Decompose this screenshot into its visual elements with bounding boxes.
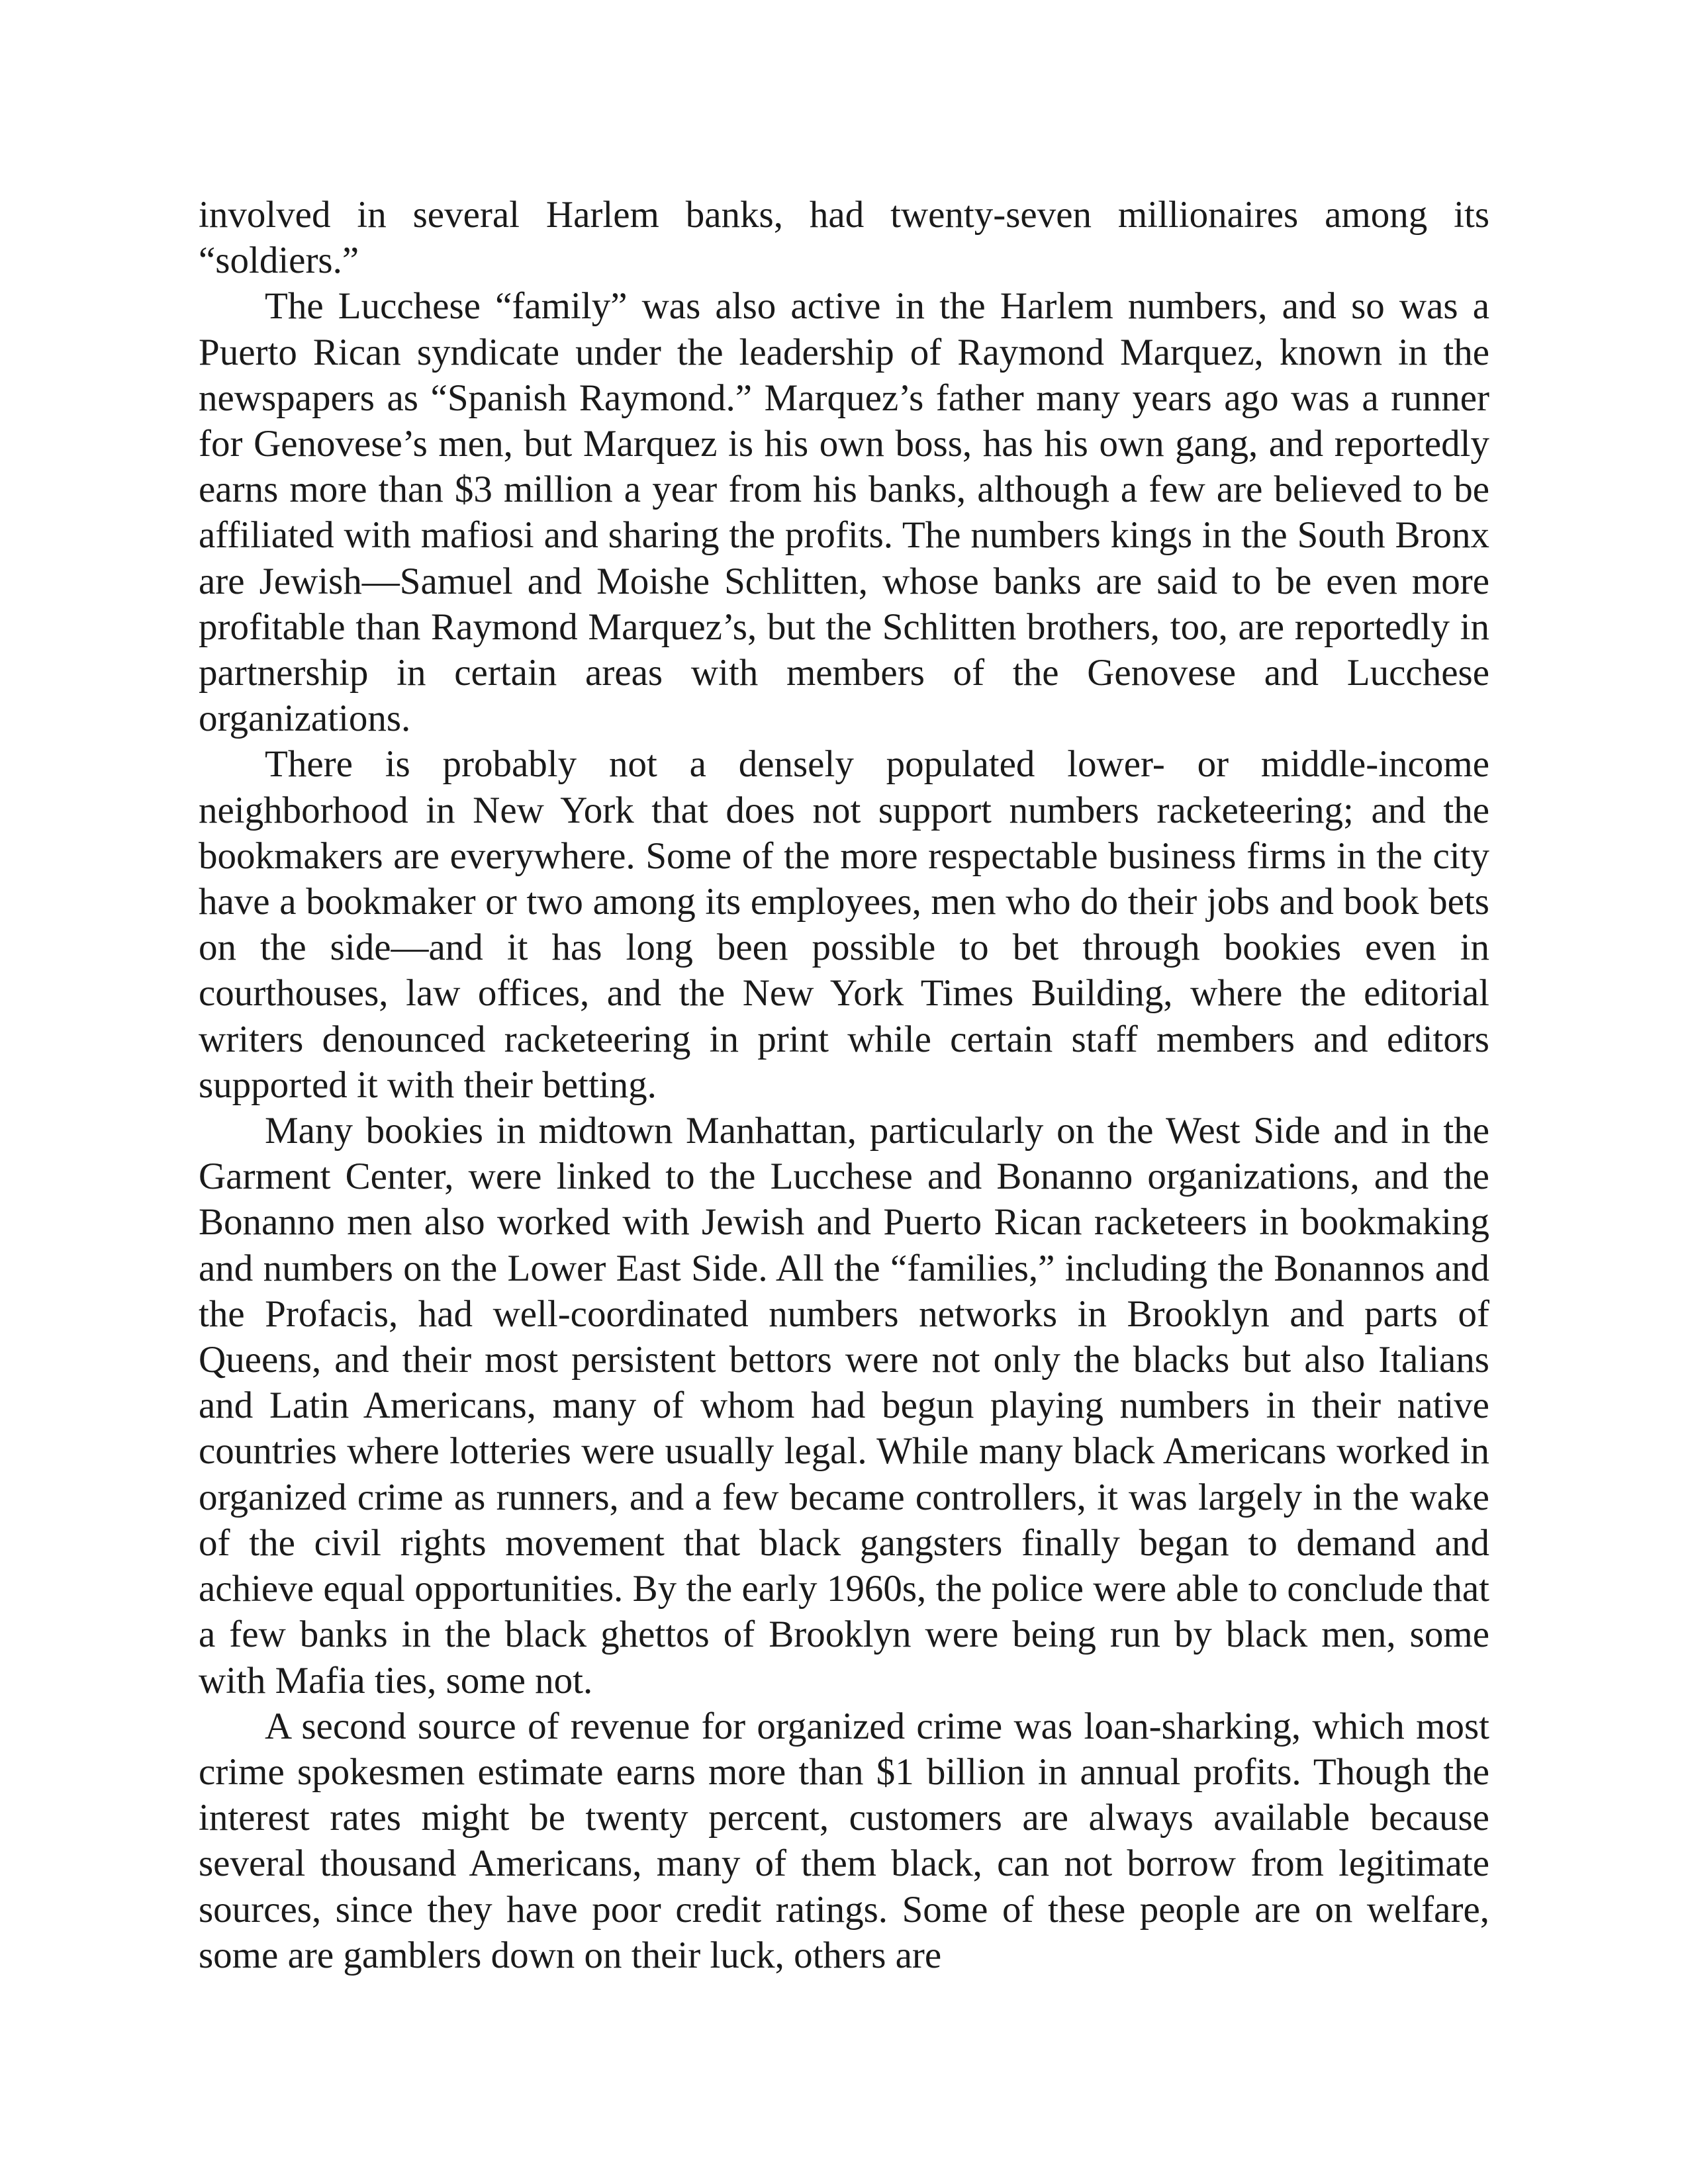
paragraph-continuation: involved in several Harlem banks, had twenty-seven millionaires among its “soldiers.” <box>199 194 1489 282</box>
paragraph-loan-sharking: A second source of revenue for organized crime was loan-sharking, which most crime spokesmen estimate earns more than $1 billion in annual profits. Though the interest rates might be twenty percent, customers are always available because several thousand Americans, many of them black, can not borrow from legitimate sources, since they have poor credit ratings. Some of these people are on welfare, some are gamblers down on their luck, others are <box>199 1705 1489 1976</box>
page-body <box>199 192 1489 1978</box>
paragraph-bookmakers: There is probably not a densely populated lower- or middle-income neighborhood in New York that does not support numbers racketeering; and the bookmakers are everywhere. Some of the more respectable business firms in the city have a bookmaker or two among its employees, men who do their jobs and book bets on the side—and it has long been possible to bet through bookies even in courthouses, law offices, and the New York Times Building, where the editorial writers denounced racketeering in print while certain staff members and editors supported it with their betting. <box>199 743 1489 1106</box>
paragraph-lucchese-family: The Lucchese “family” was also active in the Harlem numbers, and so was a Puerto Rican syndicate under the leadership of Raymond Marquez, known in the newspapers as “Spanish Raymond.” Marquez’s father many years ago was a runner for Genovese’s men, but Marquez is his own boss, has his own gang, and reportedly earns more than $3 million a year from his banks, although a few are believed to be affiliated with mafiosi and sharing the profits. The numbers kings in the South Bronx are Jewish—Samuel and Moishe Schlitten, whose banks are said to be even more profitable than Raymond Marquez’s, but the Schlitten brothers, too, are reportedly in partnership in certain areas with members of the Genovese and Lucchese organizations. <box>199 285 1489 740</box>
paragraph-midtown-bookies: Many bookies in midtown Manhattan, particularly on the West Side and in the Garment Center, were linked to the Lucchese and Bonanno organizations, and the Bonanno men also worked with Jewish and Puerto Rican racketeers in bookmaking and numbers on the Lower East Side. All the “families,” including the Bonannos and the Profacis, had well-coordinated numbers networks in Brooklyn and parts of Queens, and their most persistent bettors were not only the blacks but also Italians and Latin Americans, many of whom had begun playing numbers in their native countries where lotteries were usually legal. While many black Americans worked in organized crime as runners, and a few became controllers, it was largely in the wake of the civil rights movement that black gangsters finally began to demand and achieve equal opportunities. By the early 1960s, the police were able to conclude that a few banks in the black ghettos of Brooklyn were being run by black men, some with Mafia ties, some not. <box>199 1110 1489 1702</box>
